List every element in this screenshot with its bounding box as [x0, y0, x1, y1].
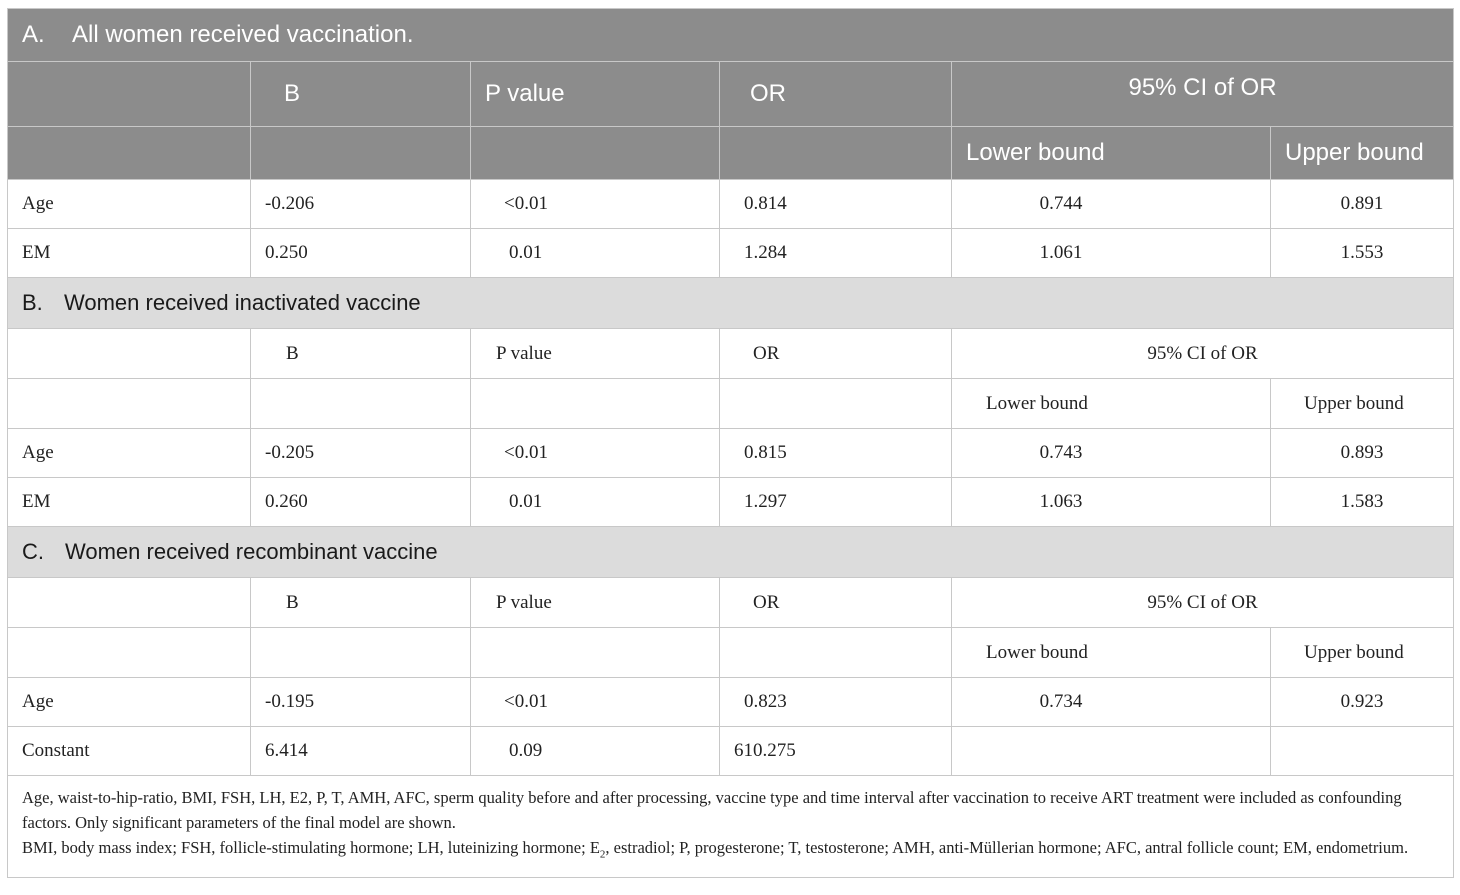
cell-lower-bound: 0.734: [952, 678, 1271, 727]
section-c-title-cell: [8, 527, 1454, 578]
cell-upper-bound: [1271, 727, 1454, 776]
row-label: Constant: [8, 727, 251, 776]
header-b: B: [251, 329, 471, 379]
cell-p-value: 0.09: [471, 727, 720, 776]
header-or: OR: [720, 578, 952, 628]
cell-p-value: 0.01: [471, 478, 720, 527]
header-lower-bound: Lower bound: [952, 379, 1271, 429]
header-empty-cell: [720, 127, 952, 180]
header-upper-bound: Upper bound: [1271, 379, 1454, 429]
cell-b: 0.260: [251, 478, 471, 527]
header-empty-cell: [8, 628, 251, 678]
cell-b: 0.250: [251, 229, 471, 278]
cell-or: 1.284: [720, 229, 952, 278]
footnote-abbreviations: [22, 835, 1439, 867]
table-row: [8, 478, 1454, 527]
cell-or: 610.275: [720, 727, 952, 776]
header-empty-cell: [8, 329, 251, 379]
footnote-confounders: Age, waist-to-hip-ratio, BMI, FSH, LH, E2, P, T, AMH, AFC, sperm quality before and after processing, vaccine type and time interval after vaccination to receive ART treatment were included as confounding factors. Only significant parameters of the final model are shown.: [22, 788, 1402, 832]
section-c-header: [8, 527, 1454, 578]
header-empty-cell: [471, 379, 720, 429]
row-label: Age: [8, 429, 251, 478]
section-a-title-cell: [8, 9, 1454, 62]
cell-upper-bound: 1.583: [1271, 478, 1454, 527]
table-footnote-row: [8, 776, 1454, 878]
row-label: Age: [8, 678, 251, 727]
cell-lower-bound: 0.744: [952, 180, 1271, 229]
section-title: Women received recombinant vaccine: [65, 539, 438, 564]
cell-or: 0.815: [720, 429, 952, 478]
cell-lower-bound: 1.063: [952, 478, 1271, 527]
cell-upper-bound: 0.893: [1271, 429, 1454, 478]
section-letter: B.: [22, 290, 43, 315]
regression-table-container: [7, 8, 1453, 878]
header-ci: 95% CI of OR: [952, 329, 1454, 379]
row-label: Age: [8, 180, 251, 229]
header-empty-cell: [251, 628, 471, 678]
header-p-value: P value: [471, 62, 720, 127]
header-empty-cell: [251, 127, 471, 180]
cell-b: -0.195: [251, 678, 471, 727]
cell-p-value: <0.01: [471, 180, 720, 229]
cell-upper-bound: 0.891: [1271, 180, 1454, 229]
header-p-value: P value: [471, 329, 720, 379]
header-lower-bound: Lower bound: [952, 127, 1271, 180]
cell-or: 0.814: [720, 180, 952, 229]
regression-table: [7, 8, 1454, 878]
section-b-title-cell: [8, 278, 1454, 329]
cell-p-value: <0.01: [471, 678, 720, 727]
row-label: EM: [8, 229, 251, 278]
section-a-subheader-row: [8, 127, 1454, 180]
cell-lower-bound: 0.743: [952, 429, 1271, 478]
header-empty-cell: [251, 379, 471, 429]
header-empty-cell: [471, 628, 720, 678]
header-upper-bound: Upper bound: [1271, 628, 1454, 678]
footnote-abbreviations-part2: , estradiol; P, progesterone; T, testosterone; AMH, anti-Müllerian hormone; AFC, antral follicle count; EM, endometrium.: [605, 838, 1409, 857]
header-ci: 95% CI of OR: [952, 578, 1454, 628]
cell-upper-bound: 1.553: [1271, 229, 1454, 278]
section-a-header: [8, 9, 1454, 62]
section-title: All women received vaccination.: [72, 21, 414, 48]
header-lower-bound: Lower bound: [952, 628, 1271, 678]
section-letter: C.: [22, 539, 44, 564]
section-a-column-header-row: [8, 62, 1454, 127]
section-b-subheader-row: [8, 379, 1454, 429]
header-or: OR: [720, 62, 952, 127]
header-or: OR: [720, 329, 952, 379]
cell-b: 6.414: [251, 727, 471, 776]
footnote-subscript: 2: [599, 848, 606, 861]
cell-b: -0.206: [251, 180, 471, 229]
cell-lower-bound: 1.061: [952, 229, 1271, 278]
section-c-column-header-row: [8, 578, 1454, 628]
section-b-column-header-row: [8, 329, 1454, 379]
header-empty-cell: [720, 379, 952, 429]
table-row: [8, 229, 1454, 278]
section-title: Women received inactivated vaccine: [64, 290, 421, 315]
table-row: [8, 180, 1454, 229]
header-p-value: P value: [471, 578, 720, 628]
table-row: [8, 429, 1454, 478]
table-row: [8, 727, 1454, 776]
table-row: [8, 678, 1454, 727]
footnote-abbreviations-part1: BMI, body mass index; FSH, follicle-stimulating hormone; LH, luteinizing hormone; E: [22, 838, 600, 857]
cell-lower-bound: [952, 727, 1271, 776]
cell-upper-bound: 0.923: [1271, 678, 1454, 727]
cell-p-value: <0.01: [471, 429, 720, 478]
cell-or: 1.297: [720, 478, 952, 527]
table-footnote: [8, 776, 1454, 878]
row-label: EM: [8, 478, 251, 527]
cell-or: 0.823: [720, 678, 952, 727]
header-empty-cell: [8, 127, 251, 180]
section-b-header: [8, 278, 1454, 329]
cell-b: -0.205: [251, 429, 471, 478]
header-empty-cell: [471, 127, 720, 180]
header-b: B: [251, 62, 471, 127]
header-ci: 95% CI of OR: [952, 62, 1454, 127]
header-empty-cell: [8, 578, 251, 628]
header-empty-cell: [8, 379, 251, 429]
cell-p-value: 0.01: [471, 229, 720, 278]
header-b: B: [251, 578, 471, 628]
header-empty-cell: [8, 62, 251, 127]
section-c-subheader-row: [8, 628, 1454, 678]
header-upper-bound: Upper bound: [1271, 127, 1454, 180]
header-empty-cell: [720, 628, 952, 678]
section-letter: A.: [22, 21, 45, 48]
